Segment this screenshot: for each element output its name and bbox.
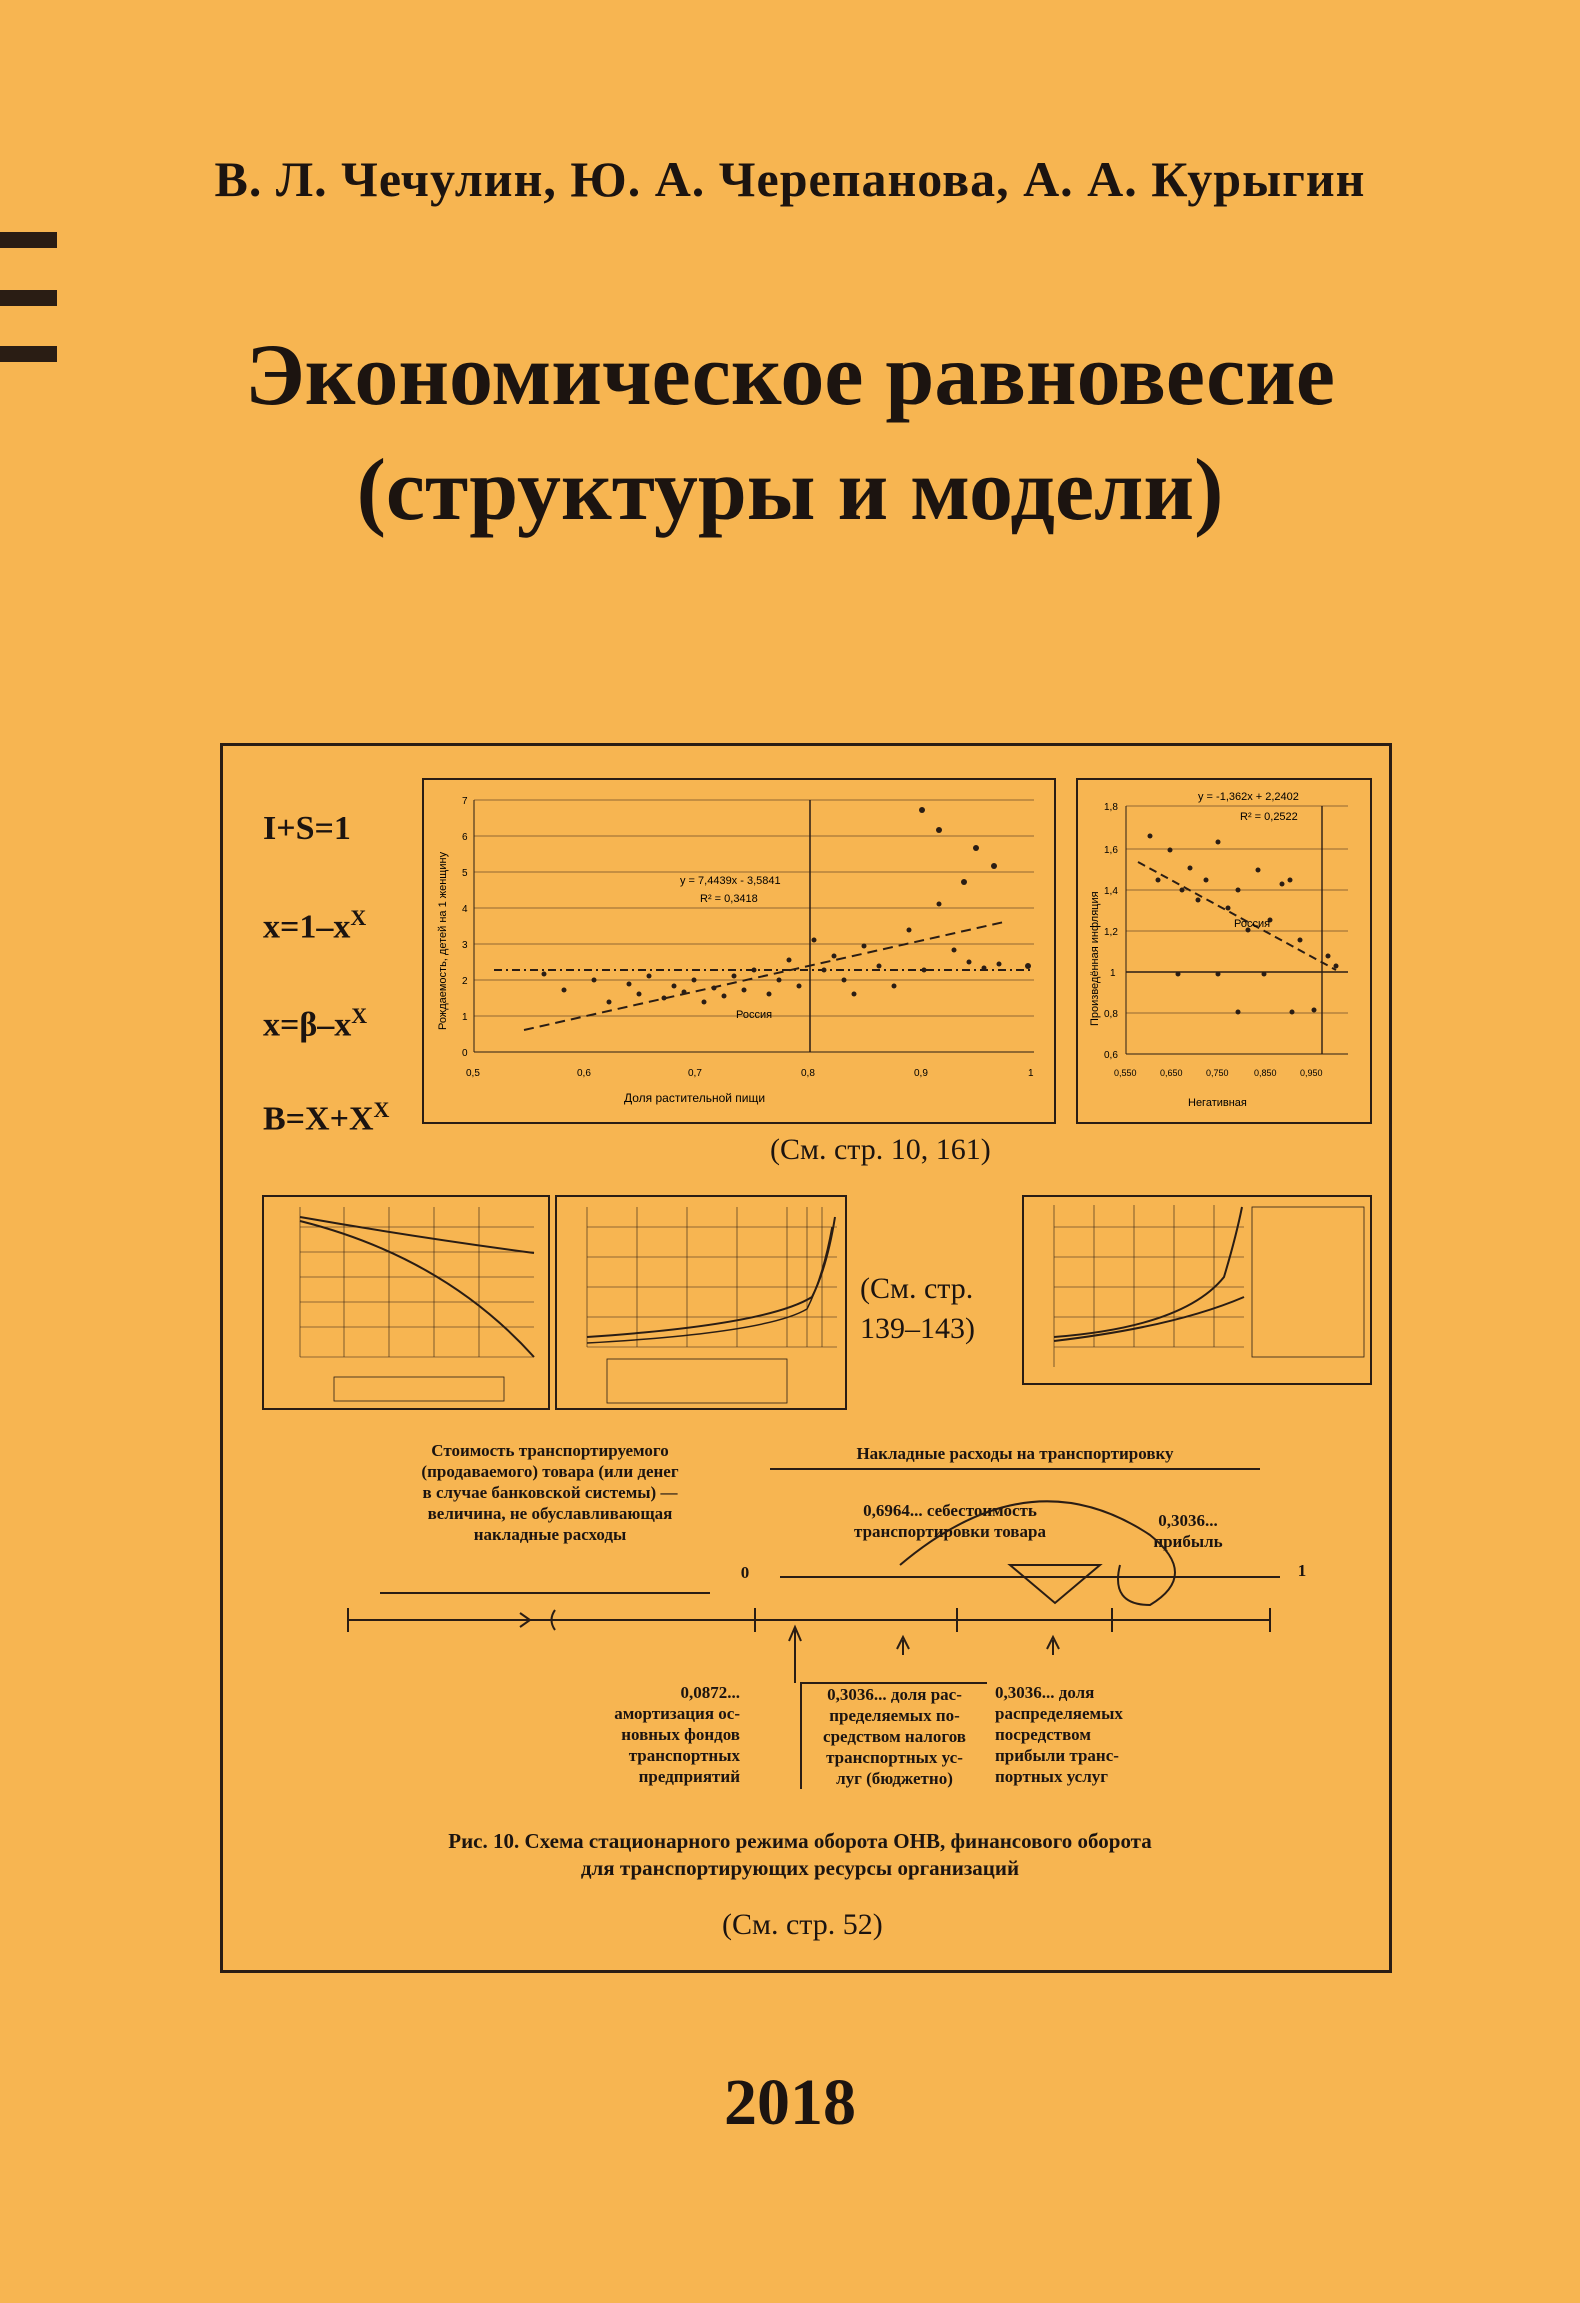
- chart1-ylabel: Рождаемость, детей на 1 женщину: [437, 851, 449, 1030]
- svg-text:5: 5: [462, 868, 468, 879]
- chart2-yticks: [1104, 802, 1118, 1061]
- svg-text:0,9: 0,9: [914, 1068, 928, 1079]
- axis-zero: 0: [740, 1563, 750, 1582]
- publication-year: 2018: [724, 2066, 856, 2139]
- svg-text:1: 1: [1028, 1068, 1034, 1079]
- chart2-xticks: [1114, 1068, 1323, 1078]
- svg-text:0,950: 0,950: [1300, 1068, 1323, 1078]
- formula-2: $x=1-x^X$: [263, 905, 367, 946]
- graph-small-2: [555, 1195, 847, 1410]
- svg-text:0,8: 0,8: [1104, 1009, 1118, 1020]
- figure-caption-2: для транспортирующих ресурсы организаций: [580, 1856, 1020, 1880]
- chart-inflation-panel: [1076, 778, 1372, 1124]
- svg-text:2: 2: [462, 976, 468, 987]
- profit-share-text: 0,3036... доля распределяемых посредством прибыли транс- портных услуг: [995, 1683, 1123, 1786]
- title-line-2: (структуры и модели): [356, 442, 1224, 539]
- edge-mark: [0, 290, 57, 306]
- chart2-equation: y = -1,362x + 2,2402: [1198, 791, 1299, 803]
- chart1-r2: R² = 0,3418: [700, 893, 758, 905]
- svg-text:0,6: 0,6: [1104, 1050, 1118, 1061]
- depreciation-text: 0,0872... амортизация ос- новных фондов транспортных предприятий: [614, 1683, 740, 1786]
- svg-text:0,750: 0,750: [1206, 1068, 1229, 1078]
- chart2-ylabel: Произведённая инфляция: [1089, 891, 1101, 1026]
- svg-text:1,4: 1,4: [1104, 886, 1118, 897]
- svg-text:3: 3: [462, 940, 468, 951]
- svg-text:0,650: 0,650: [1160, 1068, 1183, 1078]
- diagram-left-text: Стоимость транспортируемого (продаваемого) товара (или денег в случае банковской системы) — величина, не обуславливающая накладные расходы: [421, 1441, 679, 1544]
- profit-text: 0,3036... прибыль: [1153, 1511, 1223, 1551]
- svg-text:0,7: 0,7: [688, 1068, 702, 1079]
- axis-one: 1: [1297, 1561, 1307, 1580]
- chart1-xticks: [466, 1068, 1034, 1079]
- scatter-points: [542, 807, 1032, 1005]
- ref-bottom: (См. стр. 52): [722, 1908, 883, 1941]
- svg-text:6: 6: [462, 832, 468, 843]
- svg-text:1: 1: [1110, 968, 1116, 979]
- svg-text:0,550: 0,550: [1114, 1068, 1137, 1078]
- tax-share-text: 0,3036... доля рас- пределяемых по- средством налогов транспортных ус- луг (бюджетно): [800, 1682, 987, 1789]
- svg-text:7: 7: [462, 796, 468, 807]
- ref-mid-1: (См. стр.: [860, 1272, 974, 1305]
- svg-text:0: 0: [462, 1048, 468, 1059]
- ref-mid-2: 139–143): [860, 1312, 975, 1345]
- svg-text:1,2: 1,2: [1104, 927, 1118, 938]
- chart1-annotation: Россия: [736, 1009, 773, 1021]
- chart1-yticks: [462, 796, 468, 1059]
- ref-top: (См. стр. 10, 161): [770, 1133, 991, 1166]
- title-line-1: Экономическое равновесие: [245, 327, 1335, 424]
- chart2-r2: R² = 0,2522: [1240, 811, 1298, 823]
- graph-small-1: [262, 1195, 550, 1410]
- cost-text: 0,6964... себестоимость транспортировки товара: [854, 1501, 1046, 1541]
- authors: В. Л. Чечулин, Ю. А. Черепанова, А. А. Курыгин: [214, 151, 1366, 207]
- chart-fertility-panel: [422, 778, 1056, 1124]
- diagram-lines: [330, 1455, 1320, 1695]
- formula-3: $x=\beta-x^X$: [263, 1003, 368, 1044]
- svg-text:0,6: 0,6: [577, 1068, 591, 1079]
- chart-fertility: [424, 780, 1054, 1122]
- chart2-annotation: Россия: [1234, 918, 1271, 930]
- overhead-label: Накладные расходы на транспортировку: [856, 1444, 1174, 1463]
- svg-text:0,8: 0,8: [801, 1068, 815, 1079]
- svg-text:1: 1: [462, 1012, 468, 1023]
- svg-text:0,850: 0,850: [1254, 1068, 1277, 1078]
- svg-text:1,6: 1,6: [1104, 845, 1118, 856]
- book-title: [0, 318, 1580, 548]
- chart1-equation: y = 7,4439x - 3,5841: [680, 875, 781, 887]
- chart1-xlabel: Доля растительной пищи: [624, 1091, 766, 1105]
- svg-text:1,8: 1,8: [1104, 802, 1118, 813]
- graph-small-3: [1022, 1195, 1372, 1385]
- chart2-xlabel: Негативная: [1188, 1097, 1247, 1109]
- formula-4: $B=X+X^X$: [263, 1097, 390, 1138]
- svg-text:0,5: 0,5: [466, 1068, 480, 1079]
- figure-caption-1: Рис. 10. Схема стационарного режима оборота ОНВ, финансового оборота: [448, 1829, 1152, 1853]
- formula-1: I+S=1: [263, 810, 351, 847]
- edge-mark: [0, 232, 57, 248]
- svg-text:4: 4: [462, 904, 468, 915]
- chart-inflation: [1078, 780, 1370, 1122]
